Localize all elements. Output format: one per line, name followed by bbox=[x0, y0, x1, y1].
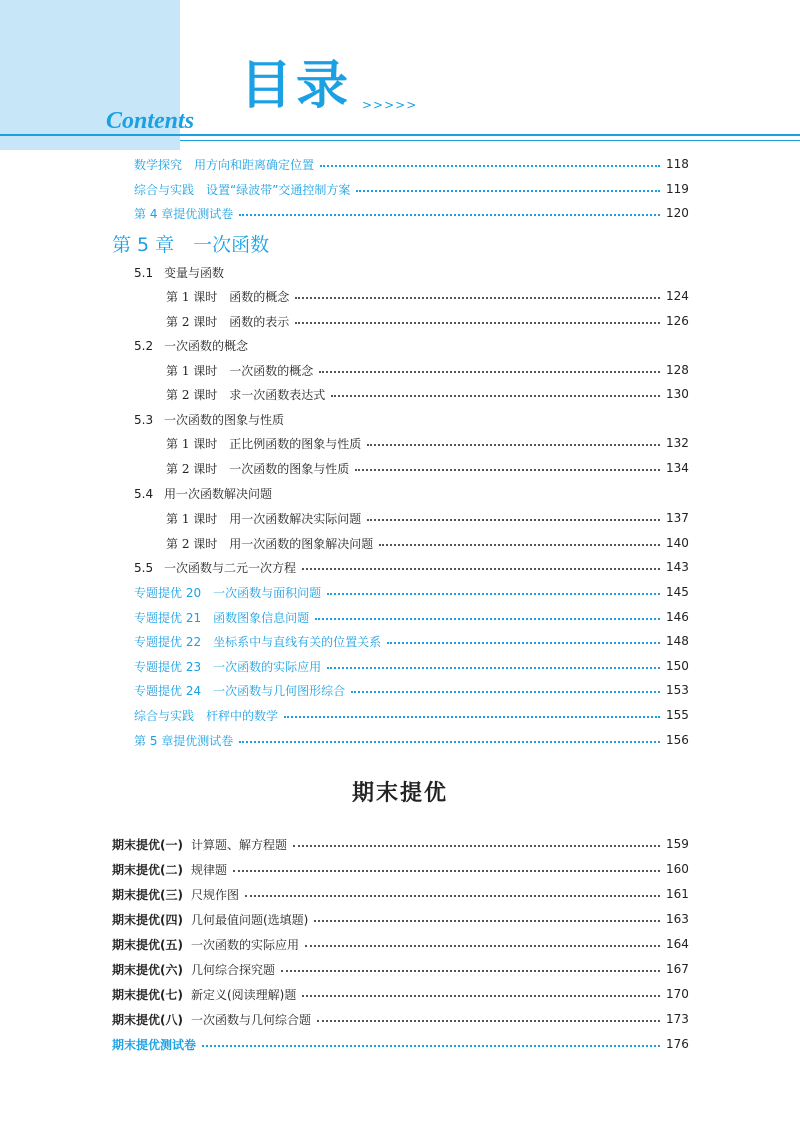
toc-entry-label: 第 1 课时 用一次函数解决实际问题 bbox=[166, 511, 362, 526]
toc-entry[interactable] bbox=[134, 154, 688, 174]
header-divider-thin bbox=[180, 140, 800, 141]
section-number: 5.3 bbox=[134, 413, 154, 427]
section-heading[interactable] bbox=[134, 264, 224, 281]
toc-entry[interactable] bbox=[166, 458, 688, 478]
toc-entry-label: 专题提优 23 一次函数的实际应用 bbox=[134, 659, 322, 674]
toc-entry[interactable] bbox=[134, 631, 688, 651]
leader-dots bbox=[302, 568, 660, 570]
leader-dots bbox=[356, 190, 660, 192]
toc-entry-page: 145 bbox=[666, 585, 689, 599]
section-name: 用一次函数解决问题 bbox=[164, 487, 273, 501]
toc-entry-label: 综合与实践 杆秤中的数学 bbox=[134, 708, 279, 723]
leader-dots bbox=[317, 1020, 660, 1022]
toc-entry[interactable] bbox=[112, 1034, 688, 1054]
toc-entry[interactable] bbox=[166, 384, 688, 404]
toc-entry-label: 第 1 课时 正比例函数的图象与性质 bbox=[166, 436, 362, 451]
header-divider bbox=[0, 134, 800, 136]
toc-entry-label: 期末提优测试卷 bbox=[112, 1037, 197, 1052]
leader-dots bbox=[295, 322, 660, 324]
final-text: 几何综合探究题 bbox=[190, 962, 275, 977]
toc-entry-page: 146 bbox=[666, 610, 689, 624]
section-number: 5.5 bbox=[134, 560, 154, 575]
toc-entry-page: 176 bbox=[666, 1037, 689, 1051]
final-text: 一次函数与几何综合题 bbox=[190, 1012, 311, 1027]
toc-entry[interactable] bbox=[134, 203, 688, 223]
final-text: 规律题 bbox=[190, 862, 227, 877]
section-name: 一次函数与二元一次方程 bbox=[164, 560, 297, 575]
leader-dots bbox=[367, 444, 660, 446]
section-heading[interactable] bbox=[134, 337, 248, 354]
section-heading[interactable] bbox=[134, 485, 272, 502]
leader-dots bbox=[302, 995, 660, 997]
toc-entry[interactable] bbox=[134, 582, 688, 602]
final-tag: 期末提优(七) bbox=[112, 987, 183, 1002]
toc-entry-page: 120 bbox=[666, 206, 689, 220]
section-heading[interactable] bbox=[134, 411, 284, 428]
leader-dots bbox=[351, 691, 660, 693]
toc-entry-page: 163 bbox=[666, 912, 689, 926]
toc-entry-page: 167 bbox=[666, 962, 689, 976]
leader-dots bbox=[295, 297, 660, 299]
toc-entry[interactable] bbox=[134, 705, 688, 725]
toc-entry[interactable] bbox=[166, 360, 688, 380]
toc-entry[interactable] bbox=[166, 286, 688, 306]
toc-entry-page: 150 bbox=[666, 659, 689, 673]
toc-entry-page: 170 bbox=[666, 987, 689, 1001]
toc-entry[interactable] bbox=[112, 884, 688, 904]
section-name: 变量与函数 bbox=[164, 266, 225, 280]
page-title: 目录 bbox=[240, 56, 353, 116]
final-text: 计算题、解方程题 bbox=[190, 837, 287, 852]
toc-entry[interactable] bbox=[134, 680, 688, 700]
toc-entry-page: 161 bbox=[666, 887, 689, 901]
toc-entry[interactable] bbox=[134, 730, 688, 750]
section-name: 一次函数的图象与性质 bbox=[164, 413, 285, 427]
final-section-title: 期末提优 bbox=[351, 780, 448, 806]
section-number: 5.4 bbox=[134, 487, 154, 501]
toc-entry[interactable] bbox=[112, 909, 688, 929]
toc-entry-label: 第 4 章提优测试卷 bbox=[134, 206, 234, 221]
leader-dots bbox=[387, 642, 660, 644]
toc-entry-page: 155 bbox=[666, 708, 689, 722]
toc-entry-page: 159 bbox=[666, 837, 689, 851]
leader-dots bbox=[281, 970, 660, 972]
toc-entry-page: 128 bbox=[666, 363, 689, 377]
toc-entry-label: 专题提优 21 函数图象信息问题 bbox=[134, 610, 310, 625]
toc-entry-page: 132 bbox=[666, 436, 689, 450]
leader-dots bbox=[367, 519, 660, 521]
toc-entry[interactable] bbox=[166, 311, 688, 331]
page-header bbox=[0, 0, 800, 150]
toc-entry-label: 第 2 课时 用一次函数的图象解决问题 bbox=[166, 536, 374, 551]
toc-entry-page: 134 bbox=[666, 461, 689, 475]
toc-entry-label: 第 2 课时 求一次函数表达式 bbox=[166, 387, 326, 402]
leader-dots bbox=[314, 920, 660, 922]
final-text: 一次函数的实际应用 bbox=[190, 937, 299, 952]
contents-label: Contents bbox=[106, 108, 195, 134]
section-number: 5.2 bbox=[134, 339, 154, 353]
toc-entry[interactable] bbox=[112, 834, 688, 854]
toc-entry-page: 124 bbox=[666, 289, 689, 303]
leader-dots bbox=[284, 716, 660, 718]
toc-entry-section[interactable] bbox=[134, 557, 688, 577]
final-tag: 期末提优(二) bbox=[112, 862, 183, 877]
final-tag: 期末提优(四) bbox=[112, 912, 183, 927]
leader-dots bbox=[293, 845, 660, 847]
leader-dots bbox=[315, 618, 660, 620]
chapter-title[interactable]: 第 5 章 一次函数 bbox=[112, 234, 270, 256]
toc-entry-page: 160 bbox=[666, 862, 689, 876]
toc-entry-page: 143 bbox=[666, 560, 689, 574]
leader-dots bbox=[239, 214, 660, 216]
toc-entry-label: 第 2 课时 函数的表示 bbox=[166, 314, 290, 329]
toc-entry[interactable] bbox=[112, 959, 688, 979]
toc-entry-label: 第 5 章提优测试卷 bbox=[134, 733, 234, 748]
arrow-decoration: >>>>> bbox=[362, 98, 418, 112]
toc-entry-page: 137 bbox=[666, 511, 689, 525]
toc-entry-page: 148 bbox=[666, 634, 689, 648]
leader-dots bbox=[355, 469, 660, 471]
toc-entry-label: 数学探究 用方向和距离确定位置 bbox=[134, 157, 315, 172]
toc-entry-page: 153 bbox=[666, 683, 689, 697]
toc-entry[interactable] bbox=[166, 533, 688, 553]
final-tag: 期末提优(三) bbox=[112, 887, 183, 902]
final-tag: 期末提优(五) bbox=[112, 937, 183, 952]
toc-entry[interactable] bbox=[112, 934, 688, 954]
final-text: 几何最值问题(选填题) bbox=[190, 912, 309, 927]
toc-entry-page: 140 bbox=[666, 536, 689, 550]
toc-entry-page: 130 bbox=[666, 387, 689, 401]
leader-dots bbox=[233, 870, 660, 872]
leader-dots bbox=[239, 741, 660, 743]
toc-entry-page: 173 bbox=[666, 1012, 689, 1026]
section-number: 5.1 bbox=[134, 266, 154, 280]
final-text: 尺规作图 bbox=[190, 887, 239, 902]
toc-entry-page: 126 bbox=[666, 314, 689, 328]
toc-entry-label: 专题提优 20 一次函数与面积问题 bbox=[134, 585, 322, 600]
leader-dots bbox=[245, 895, 660, 897]
toc-entry[interactable] bbox=[166, 508, 688, 528]
toc-entry[interactable] bbox=[166, 433, 688, 453]
toc-entry-label: 专题提优 24 一次函数与几何图形综合 bbox=[134, 683, 346, 698]
toc-entry-label: 第 1 课时 一次函数的概念 bbox=[166, 363, 314, 378]
toc-entry-page: 156 bbox=[666, 733, 689, 747]
leader-dots bbox=[331, 395, 660, 397]
leader-dots bbox=[202, 1045, 660, 1047]
leader-dots bbox=[320, 165, 660, 167]
toc-entry[interactable] bbox=[112, 984, 688, 1004]
toc-entry-label: 第 1 课时 函数的概念 bbox=[166, 289, 290, 304]
toc-entry[interactable] bbox=[134, 179, 688, 199]
toc-entry-page: 164 bbox=[666, 937, 689, 951]
leader-dots bbox=[327, 667, 660, 669]
toc-entry-label: 第 2 课时 一次函数的图象与性质 bbox=[166, 461, 350, 476]
toc-entry-label: 综合与实践 设置“绿波带”交通控制方案 bbox=[134, 182, 351, 197]
final-text: 新定义(阅读理解)题 bbox=[190, 987, 297, 1002]
toc-entry[interactable] bbox=[134, 607, 688, 627]
final-tag: 期末提优(一) bbox=[112, 837, 183, 852]
final-tag: 期末提优(八) bbox=[112, 1012, 183, 1027]
toc-entry[interactable] bbox=[112, 1009, 688, 1029]
toc-entry-page: 118 bbox=[666, 157, 689, 171]
leader-dots bbox=[379, 544, 660, 546]
final-tag: 期末提优(六) bbox=[112, 962, 183, 977]
toc-entry[interactable] bbox=[134, 656, 688, 676]
section-name: 一次函数的概念 bbox=[164, 339, 249, 353]
leader-dots bbox=[327, 593, 660, 595]
toc-entry-label: 专题提优 22 坐标系中与直线有关的位置关系 bbox=[134, 634, 382, 649]
leader-dots bbox=[305, 945, 660, 947]
toc-entry-page: 119 bbox=[666, 182, 689, 196]
leader-dots bbox=[319, 371, 660, 373]
toc-entry[interactable] bbox=[112, 859, 688, 879]
